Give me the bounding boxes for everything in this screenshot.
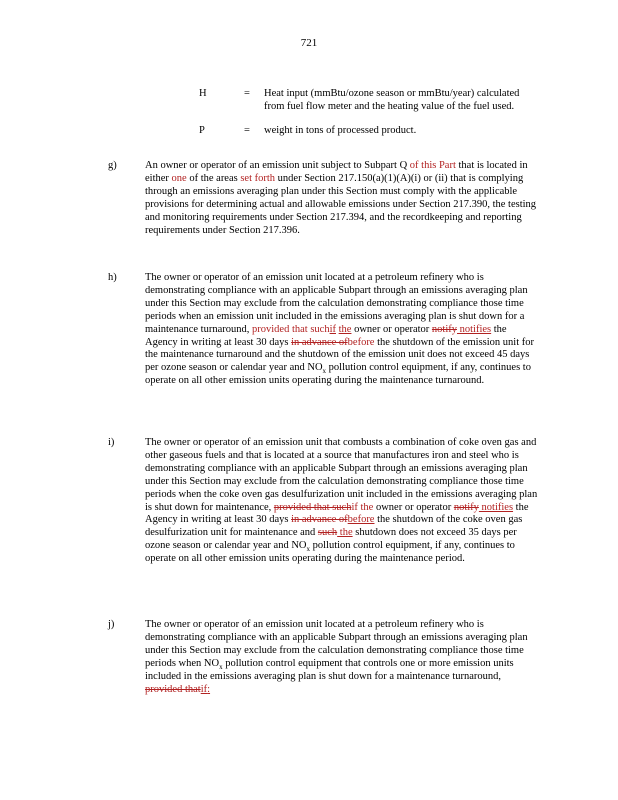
inserted-text: if	[200, 683, 208, 695]
inserted-text: before	[347, 336, 375, 348]
text-run: An owner or operator of an emission unit subject to Subpart Q	[145, 160, 408, 171]
text-run: that is located in either	[145, 160, 528, 184]
text-run: the Agency in writing at least 30 days	[145, 323, 507, 348]
subscript: x	[219, 662, 223, 671]
text-run: pollution control equipment that controls one or more emission units included in the emissions averaging plan is shut down for a maintenance turnaround,	[145, 657, 514, 682]
paragraph-label: j)	[108, 619, 115, 630]
text-run: the shutdown of the emission unit for the maintenance turnaround and the shutdown of the emission unit does not exceed 45 days per ozone season or calendar year and NO	[145, 336, 535, 374]
inserted-text: one	[171, 172, 187, 184]
deleted-text: notify	[453, 501, 479, 513]
subscript: x	[322, 367, 327, 376]
inserted-text: the	[337, 527, 353, 539]
text-run: owner or operator	[351, 323, 432, 335]
deleted-text: in advance of	[291, 514, 348, 526]
text-run: of the areas	[186, 172, 241, 184]
definition-symbol: H	[199, 88, 207, 99]
paragraph-g	[108, 160, 548, 237]
inserted-text: notifies	[478, 501, 514, 513]
deleted-text: provided that	[145, 683, 201, 695]
deleted-text: notify	[431, 323, 458, 335]
deleted-text: provided that such	[273, 501, 352, 513]
subscript: x	[306, 545, 311, 554]
definition-row	[199, 88, 544, 114]
paragraph-j	[108, 619, 548, 696]
text-run: :	[207, 683, 211, 695]
definition-row	[199, 125, 544, 138]
inserted-text: before	[347, 514, 375, 526]
definition-equals: =	[244, 124, 250, 136]
text-run: The owner or operator of an emission unit located at a petroleum refinery who is demonstrating compliance with an applicable Subpart through an emissions averaging plan under this Section may exclude from the calculation demonstrating compliance those time periods when NO	[145, 619, 528, 669]
definition-text: weight in tons of processed product.	[264, 124, 417, 136]
deleted-text: in advance of	[291, 336, 348, 348]
deleted-text: such	[317, 527, 338, 539]
paragraph-body	[145, 272, 538, 388]
variable-definitions	[199, 88, 544, 138]
inserted-text: if	[329, 323, 336, 335]
inserted-text: notifies	[457, 323, 492, 335]
definition-text: Heat input (mmBtu/ozone season or mmBtu/year) calculated from fuel flow meter and the heating value of the fuel used.	[264, 88, 520, 112]
text-run: The owner or operator of an emission unit located at a petroleum refinery who is demonstrating compliance with an applicable Subpart through an emissions averaging plan under this Section may exclude from the calculation demonstrating compliance those time periods when an emission unit included in the emissions averaging plan is shut down for a maintenance turnaround,	[145, 272, 528, 335]
inserted-text: set forth	[240, 172, 276, 184]
definition-symbol: P	[199, 124, 205, 136]
inserted-text: if the	[351, 501, 374, 513]
paragraph-label: i)	[108, 437, 115, 448]
paragraph-label: h)	[108, 272, 117, 283]
text-run: the Agency in writing at least 30 days	[145, 501, 529, 526]
inserted-text: the	[338, 323, 352, 335]
inserted-text: of this Part	[407, 160, 456, 171]
text-run: owner or operator	[373, 501, 454, 513]
paragraph-body	[145, 619, 538, 696]
text-run: under Section 217.150(a)(1)(A)(i) or (ii) that is complying through an emissions averaging plan under this Section must comply with the applicable provisions for determining actual and allowable emissions under Section 217.390, the testing and monitoring requirements under Section 217.394, and the recordkeeping and reporting requirements under Section 217.396.	[145, 172, 537, 236]
paragraph-label: g)	[108, 160, 117, 171]
text-run: pollution control equipment, if any, continues to operate on all other emission units operating during the maintenance period.	[145, 540, 515, 565]
definition-equals: =	[244, 88, 250, 99]
paragraph-body	[145, 437, 538, 566]
paragraph-h	[108, 272, 548, 388]
paragraph-body	[145, 160, 538, 237]
text-run: shutdown does not exceed 35 days per ozone season or calendar year and NO	[145, 527, 517, 552]
page-number: 721	[300, 37, 318, 49]
paragraph-i	[108, 437, 548, 566]
text-run: the shutdown of the coke oven gas desulfurization unit for maintenance and	[145, 514, 523, 539]
inserted-text: provided that such	[252, 323, 330, 335]
text-run: pollution control equipment, if any, continues to operate on all other emission units operating during the maintenance turnaround.	[145, 362, 531, 387]
text-run: The owner or operator of an emission unit that combusts a combination of coke oven gas and other gaseous fuels and that is located at a source that manufactures iron and steel who is demonstrating compliance with an applicable Subpart through an emissions averaging plan under this Section may exclude from the calculation demonstrating compliance those time periods when the coke oven gas desulfurization unit included in the emissions averaging plan is shut down for maintenance,	[145, 437, 538, 513]
